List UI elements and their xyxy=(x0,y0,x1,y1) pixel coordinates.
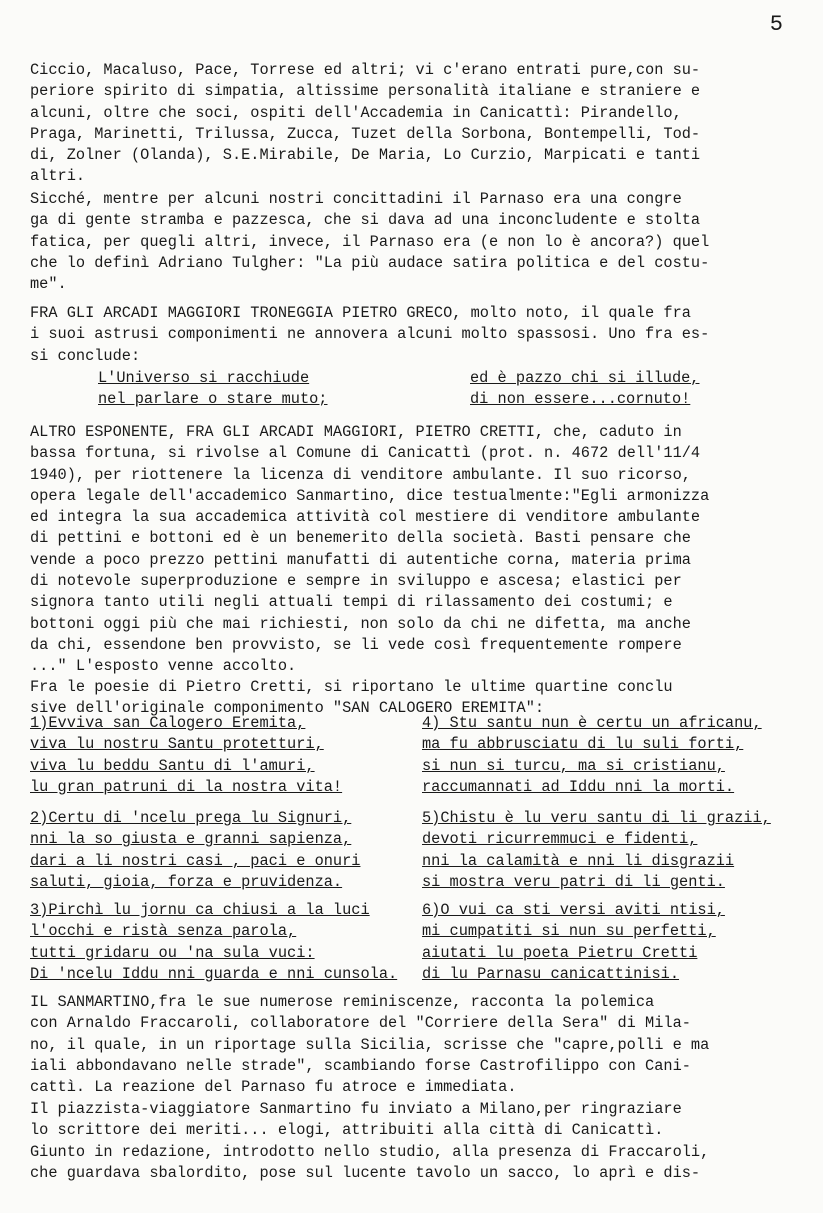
text-line: ..." L'esposto venne accolto. xyxy=(30,657,297,676)
text-line: si conclude: xyxy=(30,346,141,365)
stanza-5 xyxy=(422,808,802,893)
verse-line: 2)Certu di 'ncelu prega lu Signuri, xyxy=(30,809,352,827)
text-line: Il piazzista-viaggiatore Sanmartino fu inviato a Milano,per ringraziare xyxy=(30,1100,682,1118)
text-line: di notevole superproduzione e sempre in sviluppo e ascesa; elastici per xyxy=(30,572,682,591)
verse-line: ma fu abbrusciatu di lu suli forti, xyxy=(422,735,744,754)
verse-line: dari a li nostri casi , paci e onuri xyxy=(30,851,361,870)
paragraph-7 xyxy=(30,1099,800,1184)
text-line: Giunto in redazione, introdotto nello studio, alla presenza di Fraccaroli, xyxy=(30,1142,710,1161)
paragraph-4 xyxy=(30,422,800,678)
text-line: FRA GLI ARCADI MAGGIORI TRONEGGIA PIETRO GRECO, molto noto, il quale fra xyxy=(30,304,691,322)
verse-line: viva lu beddu Santu di l'amuri, xyxy=(30,756,315,775)
text-line: con Arnaldo Fraccaroli, collaboratore del "Corriere della Sera" di Mila- xyxy=(30,1014,691,1033)
verse-line: mi cumpatiti si nun su perfetti, xyxy=(422,922,716,941)
text-line: periore spirito di simpatia, altissime personalità italiane e straniere e xyxy=(30,82,701,101)
text-line: di pettini e bottoni ed è un benemerito della società. Basti pensare che xyxy=(30,529,691,548)
text-line: alcuni, oltre che soci, ospiti dell'Accademia in Canicattì: Pirandello, xyxy=(30,103,682,122)
text-line: cattì. La reazione del Parnaso fu atroce e immediata. xyxy=(30,1078,517,1097)
text-line: ed integra la sua accademica attività col mestiere di venditore ambulante xyxy=(30,508,701,527)
verse-line: saluti, gioia, forza e pruvidenza. xyxy=(30,872,343,891)
paragraph-3 xyxy=(30,303,800,367)
text-line: altri. xyxy=(30,167,86,186)
stanza-1 xyxy=(30,713,410,798)
verse-line: L'Universo si racchiude xyxy=(98,369,310,387)
text-line: Sicché, mentre per alcuni nostri concittadini il Parnaso era una congre xyxy=(30,190,682,208)
verse-line: ed è pazzo chi si illude, xyxy=(470,369,700,387)
text-line: di, Zolner (Olanda), S.E.Mirabile, De Maria, Lo Curzio, Marpicati e tanti xyxy=(30,146,701,165)
verse-line: si nun si turcu, ma si cristianu, xyxy=(422,756,725,775)
text-line: 1940), per riottenere la licenza di venditore ambulante. Il suo ricorso, xyxy=(30,465,691,484)
text-line: lo scrittore dei meriti... elogi, attribuiti alla città di Canicattì. xyxy=(30,1121,664,1140)
text-line: signora tanto utili negli attuali tempi di rilassamento dei costumi; e xyxy=(30,593,673,612)
verse-line: aiutati lu poeta Pietru Cretti xyxy=(422,943,698,962)
stanza-4 xyxy=(422,713,802,798)
verse-line: 6)O vui ca sti versi aviti ntisi, xyxy=(422,901,725,919)
stanza-3 xyxy=(30,900,410,985)
verse-line: nni la so giusta e granni sapienza, xyxy=(30,830,352,849)
paragraph-6 xyxy=(30,992,800,1098)
text-line: bottoni oggi più che mai richiesti, non solo da chi ne difetta, ma anche xyxy=(30,614,691,633)
verse-line: 5)Chistu è lu veru santu di li grazii, xyxy=(422,809,771,827)
text-line: iali abbondavano nelle strade", scambiando forse Castrofilippo con Cani- xyxy=(30,1056,691,1075)
stanza-6 xyxy=(422,900,802,985)
verse-line: si mostra veru patri di li genti. xyxy=(422,872,725,891)
verse-line: devoti ricurremmuci e fidenti, xyxy=(422,830,698,849)
text-line: bassa fortuna, si rivolse al Comune di Canicattì (prot. n. 4672 dell'11/4 xyxy=(30,444,701,463)
stanza-2 xyxy=(30,808,410,893)
text-line: Fra le poesie di Pietro Cretti, si riportano le ultime quartine conclu xyxy=(30,678,673,696)
verse-line: l'occhi e ristà senza parola, xyxy=(30,922,297,941)
verse-line: nni la calamità e nni li disgrazii xyxy=(422,851,735,870)
verse-line: viva lu nostru Santu protetturi, xyxy=(30,735,324,754)
text-line: IL SANMARTINO,fra le sue numerose reminiscenze, racconta la polemica xyxy=(30,993,655,1011)
verse-line: nel parlare o stare muto; xyxy=(98,390,328,409)
paragraph-2 xyxy=(30,189,800,295)
verse-line: 3)Pirchì lu jornu ca chiusi a la luci xyxy=(30,901,370,919)
text-line: che lo definì Adriano Tulgher: "La più audace satira politica e del costu- xyxy=(30,253,710,272)
text-line: da chi, essendone ben provvisto, se li vede così frequentemente rompere xyxy=(30,635,682,654)
verse-line: Di 'ncelu Iddu nni guarda e nni cunsola. xyxy=(30,964,398,983)
paragraph-1 xyxy=(30,60,800,188)
verse-line: di non essere...cornuto! xyxy=(470,390,691,409)
verse-line: 1)Evviva san Calogero Eremita, xyxy=(30,714,306,732)
text-line: opera legale dell'accademico Sanmartino, dice testualmente:"Egli armonizza xyxy=(30,486,710,505)
verse-line: di lu Parnasu canicattinisi. xyxy=(422,964,680,983)
page-number: 5 xyxy=(769,12,783,37)
verse-line: 4) Stu santu nun è certu un africanu, xyxy=(422,714,762,732)
text-line: Ciccio, Macaluso, Pace, Torrese ed altri; vi c'erano entrati pure,con su- xyxy=(30,61,701,79)
text-line: fatica, per quegli altri, invece, il Parnaso era (e non lo è ancora?) quel xyxy=(30,232,710,251)
text-line: sive dell'originale componimento "SAN CALOGERO EREMITA": xyxy=(30,699,545,718)
text-line: Praga, Marinetti, Trilussa, Zucca, Tuzet della Sorbona, Bontempelli, Tod- xyxy=(30,124,701,143)
text-line: vende a poco prezzo pettini manufatti di autentiche corna, materia prima xyxy=(30,550,691,569)
text-line: me". xyxy=(30,275,67,294)
text-line: ALTRO ESPONENTE, FRA GLI ARCADI MAGGIORI, PIETRO CRETTI, che, caduto in xyxy=(30,423,682,441)
text-line: che guardava sbalordito, pose sul lucente tavolo un sacco, lo aprì e dis- xyxy=(30,1163,701,1182)
text-line: i suoi astrusi componimenti ne annovera alcuni molto spassosi. Uno fra es- xyxy=(30,325,710,344)
verse-line: tutti gridaru ou 'na sula vuci: xyxy=(30,943,315,962)
text-line: ga di gente stramba e pazzesca, che si dava ad una inconcludente e stolta xyxy=(30,211,701,230)
text-line: no, il quale, in un riportage sulla Sicilia, scrisse che "capre,polli e ma xyxy=(30,1035,710,1054)
verse-line: lu gran patruni di la nostra vita! xyxy=(30,777,343,796)
verse-line: raccumannati ad Iddu nni la morti. xyxy=(422,777,735,796)
